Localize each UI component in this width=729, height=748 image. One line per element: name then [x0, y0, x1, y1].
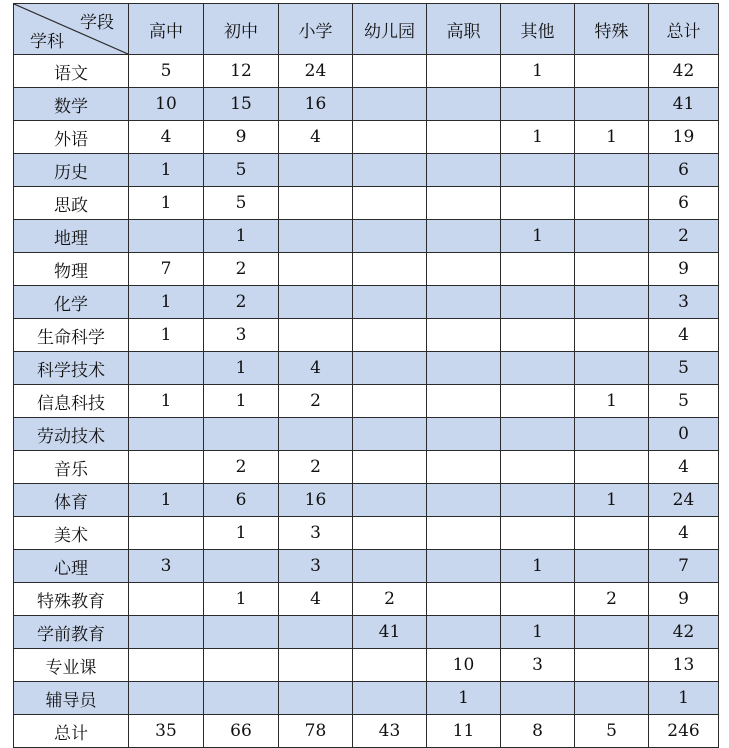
value-cell: 2: [204, 286, 279, 319]
value-cell: [427, 121, 501, 154]
value-cell: [427, 550, 501, 583]
value-cell: [427, 55, 501, 88]
subject-cell: 物理: [14, 253, 129, 286]
value-cell: [501, 253, 575, 286]
value-cell: 1: [204, 517, 279, 550]
value-cell: 3: [129, 550, 204, 583]
column-header: 幼儿园: [353, 4, 427, 55]
value-cell: [353, 682, 427, 715]
value-cell: 3: [204, 319, 279, 352]
value-cell: [129, 418, 204, 451]
value-cell: 1: [129, 187, 204, 220]
row-total-cell: 24: [649, 484, 719, 517]
value-cell: [501, 352, 575, 385]
value-cell: [501, 484, 575, 517]
value-cell: 2: [204, 253, 279, 286]
value-cell: [279, 220, 353, 253]
value-cell: 5: [204, 187, 279, 220]
value-cell: [427, 88, 501, 121]
value-cell: [353, 187, 427, 220]
value-cell: [129, 517, 204, 550]
subject-cell: 地理: [14, 220, 129, 253]
value-cell: [353, 352, 427, 385]
value-cell: [353, 451, 427, 484]
value-cell: 2: [575, 583, 649, 616]
column-total-cell: 66: [204, 715, 279, 748]
value-cell: [279, 286, 353, 319]
value-cell: [427, 418, 501, 451]
value-cell: 1: [204, 385, 279, 418]
row-total-cell: 42: [649, 55, 719, 88]
subject-cell: 特殊教育: [14, 583, 129, 616]
row-total-cell: 6: [649, 154, 719, 187]
value-cell: 1: [129, 319, 204, 352]
value-cell: [575, 451, 649, 484]
value-cell: 2: [204, 451, 279, 484]
column-total-cell: 11: [427, 715, 501, 748]
table-row: [14, 154, 719, 187]
table-row: [14, 55, 719, 88]
table-row: [14, 286, 719, 319]
value-cell: 1: [129, 286, 204, 319]
row-total-cell: 41: [649, 88, 719, 121]
table-row: [14, 418, 719, 451]
value-cell: 9: [204, 121, 279, 154]
value-cell: [575, 88, 649, 121]
row-total-cell: 9: [649, 583, 719, 616]
value-cell: [129, 616, 204, 649]
value-cell: 1: [204, 352, 279, 385]
corner-header-cell: [14, 4, 129, 55]
column-total-cell: 5: [575, 715, 649, 748]
corner-label-stage: 学段: [80, 13, 114, 33]
value-cell: 41: [353, 616, 427, 649]
value-cell: [575, 616, 649, 649]
value-cell: [501, 583, 575, 616]
value-cell: [427, 253, 501, 286]
table-row: [14, 253, 719, 286]
value-cell: 2: [353, 583, 427, 616]
value-cell: [427, 220, 501, 253]
value-cell: [204, 649, 279, 682]
value-cell: [427, 451, 501, 484]
value-cell: 1: [129, 154, 204, 187]
subject-cell: 外语: [14, 121, 129, 154]
column-total-cell: 35: [129, 715, 204, 748]
value-cell: 16: [279, 88, 353, 121]
value-cell: [501, 88, 575, 121]
value-cell: [575, 352, 649, 385]
value-cell: [501, 187, 575, 220]
value-cell: [501, 418, 575, 451]
value-cell: [575, 649, 649, 682]
subject-cell: 辅导员: [14, 682, 129, 715]
value-cell: [575, 154, 649, 187]
column-total-cell: 43: [353, 715, 427, 748]
table-row: [14, 121, 719, 154]
subject-cell: 生命科学: [14, 319, 129, 352]
value-cell: [575, 286, 649, 319]
value-cell: [129, 220, 204, 253]
value-cell: 4: [279, 583, 353, 616]
value-cell: [204, 616, 279, 649]
value-cell: 3: [279, 517, 353, 550]
table-body: [14, 55, 719, 748]
value-cell: [279, 616, 353, 649]
value-cell: [501, 154, 575, 187]
table-row: [14, 550, 719, 583]
row-total-cell: 9: [649, 253, 719, 286]
value-cell: [427, 319, 501, 352]
value-cell: [575, 418, 649, 451]
value-cell: 6: [204, 484, 279, 517]
value-cell: [353, 550, 427, 583]
subject-cell: 历史: [14, 154, 129, 187]
value-cell: [279, 154, 353, 187]
value-cell: [501, 451, 575, 484]
row-total-cell: 6: [649, 187, 719, 220]
value-cell: [129, 451, 204, 484]
table-row: [14, 682, 719, 715]
subject-cell: 劳动技术: [14, 418, 129, 451]
header-row: [14, 4, 719, 55]
row-total-cell: 5: [649, 385, 719, 418]
value-cell: [427, 187, 501, 220]
row-total-cell: 2: [649, 220, 719, 253]
subject-cell: 学前教育: [14, 616, 129, 649]
row-total-cell: 4: [649, 319, 719, 352]
value-cell: [575, 187, 649, 220]
column-header: 其他: [501, 4, 575, 55]
value-cell: [353, 253, 427, 286]
value-cell: [501, 682, 575, 715]
value-cell: [501, 385, 575, 418]
value-cell: [129, 352, 204, 385]
value-cell: 4: [129, 121, 204, 154]
table-row: [14, 517, 719, 550]
total-label-cell: 总计: [14, 715, 129, 748]
value-cell: [427, 616, 501, 649]
value-cell: 10: [129, 88, 204, 121]
column-header: 高职: [427, 4, 501, 55]
value-cell: 15: [204, 88, 279, 121]
row-total-cell: 1: [649, 682, 719, 715]
value-cell: [353, 418, 427, 451]
corner-label-subject: 学科: [30, 32, 64, 52]
value-cell: [353, 88, 427, 121]
value-cell: [427, 385, 501, 418]
subject-cell: 美术: [14, 517, 129, 550]
value-cell: [353, 220, 427, 253]
value-cell: [279, 649, 353, 682]
value-cell: 1: [575, 484, 649, 517]
value-cell: [353, 385, 427, 418]
table-row: [14, 88, 719, 121]
table-row: [14, 649, 719, 682]
value-cell: 1: [204, 220, 279, 253]
subject-cell: 语文: [14, 55, 129, 88]
value-cell: 2: [279, 385, 353, 418]
value-cell: [279, 682, 353, 715]
row-total-cell: 13: [649, 649, 719, 682]
value-cell: 3: [279, 550, 353, 583]
value-cell: [353, 154, 427, 187]
value-cell: 3: [501, 649, 575, 682]
column-total-cell: 78: [279, 715, 353, 748]
subject-cell: 化学: [14, 286, 129, 319]
value-cell: [575, 253, 649, 286]
value-cell: [575, 319, 649, 352]
value-cell: 1: [575, 121, 649, 154]
value-cell: [353, 649, 427, 682]
value-cell: [353, 517, 427, 550]
row-total-cell: 0: [649, 418, 719, 451]
value-cell: [427, 352, 501, 385]
value-cell: [279, 187, 353, 220]
value-cell: 4: [279, 121, 353, 154]
value-cell: [353, 319, 427, 352]
table-row: [14, 319, 719, 352]
value-cell: 12: [204, 55, 279, 88]
value-cell: [353, 55, 427, 88]
row-total-cell: 4: [649, 451, 719, 484]
value-cell: [129, 682, 204, 715]
column-header: 小学: [279, 4, 353, 55]
value-cell: 5: [204, 154, 279, 187]
column-header: 总计: [649, 4, 719, 55]
value-cell: [279, 319, 353, 352]
value-cell: [427, 286, 501, 319]
table-row: [14, 187, 719, 220]
row-total-cell: 19: [649, 121, 719, 154]
value-cell: 1: [204, 583, 279, 616]
subject-stage-table: [13, 3, 719, 748]
column-header: 特殊: [575, 4, 649, 55]
value-cell: [129, 583, 204, 616]
value-cell: 5: [129, 55, 204, 88]
value-cell: [575, 220, 649, 253]
subject-cell: 专业课: [14, 649, 129, 682]
value-cell: 1: [501, 121, 575, 154]
table-row: [14, 616, 719, 649]
value-cell: 4: [279, 352, 353, 385]
value-cell: [575, 55, 649, 88]
value-cell: 1: [129, 484, 204, 517]
total-row: [14, 715, 719, 748]
value-cell: [575, 682, 649, 715]
value-cell: [427, 517, 501, 550]
table-row: [14, 451, 719, 484]
subject-cell: 思政: [14, 187, 129, 220]
value-cell: [279, 418, 353, 451]
table-row: [14, 220, 719, 253]
subject-cell: 科学技术: [14, 352, 129, 385]
value-cell: 1: [129, 385, 204, 418]
subject-cell: 心理: [14, 550, 129, 583]
row-total-cell: 3: [649, 286, 719, 319]
value-cell: 7: [129, 253, 204, 286]
value-cell: [501, 319, 575, 352]
table-row: [14, 352, 719, 385]
value-cell: 2: [279, 451, 353, 484]
grand-total-cell: 246: [649, 715, 719, 748]
value-cell: [427, 583, 501, 616]
value-cell: 24: [279, 55, 353, 88]
subject-cell: 音乐: [14, 451, 129, 484]
value-cell: [353, 484, 427, 517]
value-cell: [427, 154, 501, 187]
value-cell: [353, 286, 427, 319]
value-cell: 1: [501, 616, 575, 649]
subject-cell: 体育: [14, 484, 129, 517]
value-cell: 1: [501, 220, 575, 253]
value-cell: [501, 286, 575, 319]
value-cell: [204, 550, 279, 583]
column-header: 高中: [129, 4, 204, 55]
value-cell: [279, 253, 353, 286]
value-cell: [204, 682, 279, 715]
value-cell: [129, 649, 204, 682]
row-total-cell: 42: [649, 616, 719, 649]
value-cell: 10: [427, 649, 501, 682]
value-cell: 1: [501, 550, 575, 583]
table-row: [14, 583, 719, 616]
value-cell: [427, 484, 501, 517]
subject-cell: 数学: [14, 88, 129, 121]
table-row: [14, 484, 719, 517]
value-cell: [575, 517, 649, 550]
value-cell: 1: [575, 385, 649, 418]
row-total-cell: 5: [649, 352, 719, 385]
column-total-cell: 8: [501, 715, 575, 748]
value-cell: 1: [427, 682, 501, 715]
value-cell: [501, 517, 575, 550]
table-row: [14, 385, 719, 418]
subject-cell: 信息科技: [14, 385, 129, 418]
value-cell: [204, 418, 279, 451]
value-cell: 16: [279, 484, 353, 517]
row-total-cell: 7: [649, 550, 719, 583]
value-cell: [353, 121, 427, 154]
column-header: 初中: [204, 4, 279, 55]
row-total-cell: 4: [649, 517, 719, 550]
value-cell: [575, 550, 649, 583]
value-cell: 1: [501, 55, 575, 88]
